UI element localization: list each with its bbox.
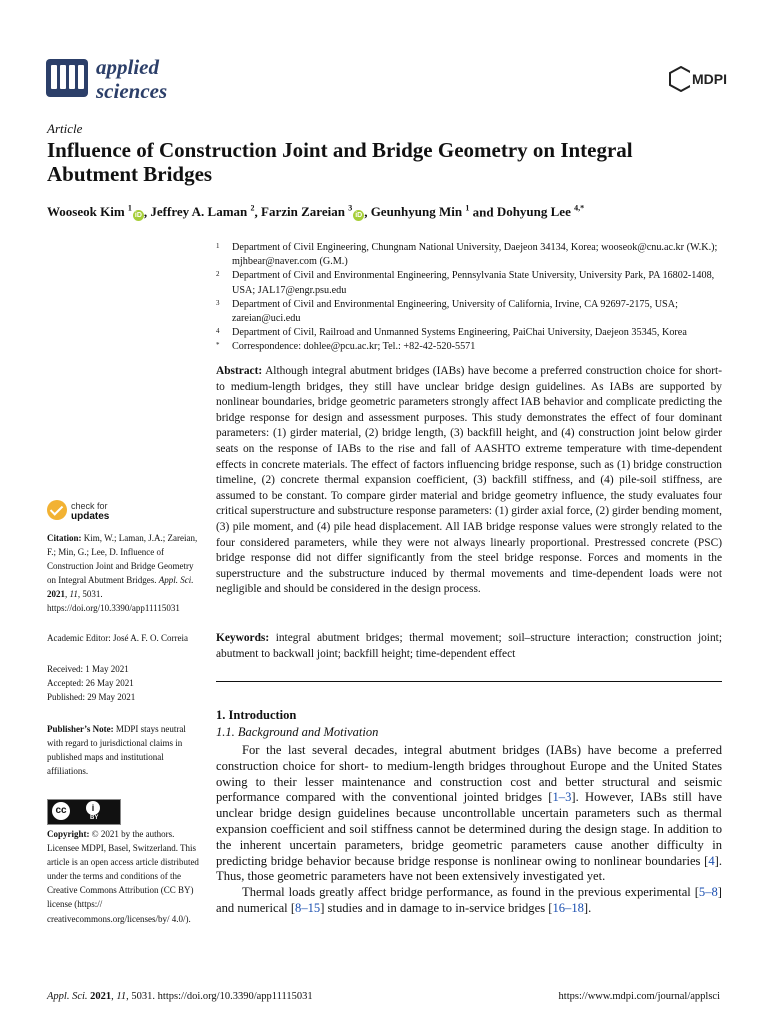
body-text	[216, 743, 722, 917]
received-date: Received: 1 May 2021	[47, 664, 129, 674]
affiliation-item: 1 Department of Civil Engineering, Chungnam National University, Daejeon 34134, Korea; wooseok@cnu.ac.kr (W.K.); mjhbear@naver.com (G.M.)	[216, 242, 718, 268]
author-name: Farzin Zareian $^3$	[261, 204, 353, 220]
publisher-logo: MDPI	[668, 66, 718, 92]
citation-block: Citation: Kim, W.; Laman, J.A.; Zareian, F.; Min, G.; Lee, D. Influence of Construction Joint and Bridge Geometry on Integral Abutment Bridges. Appl. Sci. 2021, 11, 5031. https://doi.org/10.3390/app11115031	[47, 533, 198, 614]
abstract: Abstract: Although integral abutment bridges (IABs) have become a preferred construction choice for short- to medium-length bridges, they still have unclear bridge design guidelines. As IABs are supported by nonlinear boundaries, bridge geometric parameters strongly affect IAB behavior and complicate predicting the bridge response for design and assessment purposes. This study demonstrates the effect of four dominant parameters: (1) girder material, (2) bridge length, (3) backfill height, and (4) construction joint below girder seats on the response of IABs to the rise and fall of AASHTO extreme temperature with time-dependent effects in concrete materials. The effect of factors influencing bridge response, such as (1) bridge construction timeline, (2) concrete thermal expansion coefficient, (3) backfill stiffness, and (4) pile-soil stiffness, are assumed to be constant. To compare girder material and bridge geometry influence, the study evaluates four critical superstructure and substructure response parameters: (1) girder axial force, (2) girder bending moment, (3) pile moment, and (4) pile head displacement. All IAB bridge response values were strongly related to the four considered parameters, while they were not always linearly proportional. Prestressed concrete (PSC) bridge response did not differ significantly from the steel bridge response. Forces and moments in the superstructure and the substructure induced by thermal movements and time-dependent loads were not negligible and should be considered in the design process.	[216, 365, 723, 596]
dates	[47, 662, 202, 704]
journal-url-link[interactable]: https://www.mdpi.com/journal/applsci	[558, 991, 720, 1002]
reference-link[interactable]: 4	[708, 853, 715, 868]
affiliations	[216, 241, 726, 355]
publisher-note: Publisher’s Note: MDPI stays neutral with regard to jurisdictional claims in published maps and institutional affiliations.	[47, 724, 186, 777]
author-list: Wooseok Kim $^1$iD , Jeffrey A. Laman $^2$, Farzin Zareian $^3$iD , Geunhyung Min $^1$ and Dohyung Lee $^{4,*}$	[47, 204, 585, 220]
affiliation-item: 4 Department of Civil, Railroad and Unmanned Systems Engineering, PaiChai University, Daejeon 35345, Korea	[216, 327, 687, 339]
reference-link[interactable]: 1–3	[552, 790, 572, 805]
published-date: Published: 29 May 2021	[47, 692, 136, 703]
affiliation-item: 2 Department of Civil and Environmental Engineering, Pennsylvania State University, University Park, PA 16802-1408, USA; JAL17@engr.psu.edu	[216, 270, 715, 296]
journal-name: applied sciences	[96, 55, 168, 103]
section-divider	[216, 681, 722, 682]
reference-link[interactable]: 8–15	[295, 900, 321, 915]
journal-logo-icon	[46, 59, 88, 97]
article-title: Influence of Construction Joint and Bridge Geometry on Integral Abutment Bridges	[47, 138, 633, 186]
orcid-icon[interactable]: iD	[355, 212, 363, 220]
article-type: Article	[47, 121, 83, 136]
author-name: Jeffrey A. Laman $^2$	[150, 204, 255, 220]
paragraph: Thermal loads greatly affect bridge performance, as found in the previous experimental [5–8] and numerical [8–15] studies and in damage to in-service bridges [16–18].	[216, 885, 722, 915]
creative-commons-icon: cc	[52, 802, 70, 820]
check-icon	[47, 500, 67, 520]
attribution-icon: i	[86, 801, 100, 815]
journal-brand	[46, 55, 246, 105]
reference-link[interactable]: 16–18	[552, 900, 584, 915]
author-name: Wooseok Kim $^1$	[47, 204, 132, 220]
orcid-icon[interactable]: iD	[134, 212, 142, 220]
cc-by-license-badge[interactable]: cc i BY	[47, 799, 121, 825]
academic-editor: Academic Editor: José A. F. O. Correia	[47, 633, 188, 643]
section-heading: 1. Introduction	[216, 708, 297, 722]
paragraph: For the last several decades, integral abutment bridges (IABs) have become a preferred construction choice for short- to medium-length bridges throughout Europe and the United States owing to their lesser maintenance and construction cost and better structural and seismic performance compared with the conventional jointed bridges [1–3]. However, IABs still have unclear bridge design guidelines because uncontrollable uncertain parameters such as thermal expansion coefficient and soil stiffness cannot be determined during the design stage. In addition to the inherent uncertain parameters, bridge geometric parameters cause another difficulty in predicting bridge behavior because bridge response is nonlinear owing to nonlinear boundaries [4]. Thus, those geometric parameters have not been extensively investigated yet.	[216, 743, 722, 884]
subsection-heading: 1.1. Background and Motivation	[216, 725, 379, 739]
affiliation-item: * Correspondence: dohlee@pcu.ac.kr; Tel.: +82-42-520-5571	[216, 341, 476, 353]
copyright-notice: Copyright: © 2021 by the authors. Licensee MDPI, Basel, Switzerland. This article is an open access article distributed under the terms and conditions of the Creative Commons Attribution (CC BY) license (https:// creativecommons.org/licenses/by/ 4.0/).	[47, 829, 199, 924]
footer-citation: Appl. Sci. 2021, 11, 5031. https://doi.org/10.3390/app11115031	[47, 991, 313, 1002]
check-for-updates-button[interactable]: check for updates	[47, 498, 167, 526]
keywords: Keywords: integral abutment bridges; thermal movement; soil–structure interaction; construction joint; abutment to backwall joint; backfill height; time-dependent effect	[216, 632, 722, 660]
author-name: Geunhyung Min $^1$	[370, 204, 470, 220]
affiliation-item: 3 Department of Civil and Environmental Engineering, University of California, Irvine, CA 92697-2175, USA; zareian@uci.edu	[216, 298, 678, 325]
author-name: Dohyung Lee $^{4,*}$	[496, 204, 585, 220]
reference-link[interactable]: 5–8	[698, 885, 718, 900]
accepted-date: Accepted: 26 May 2021	[47, 678, 134, 689]
